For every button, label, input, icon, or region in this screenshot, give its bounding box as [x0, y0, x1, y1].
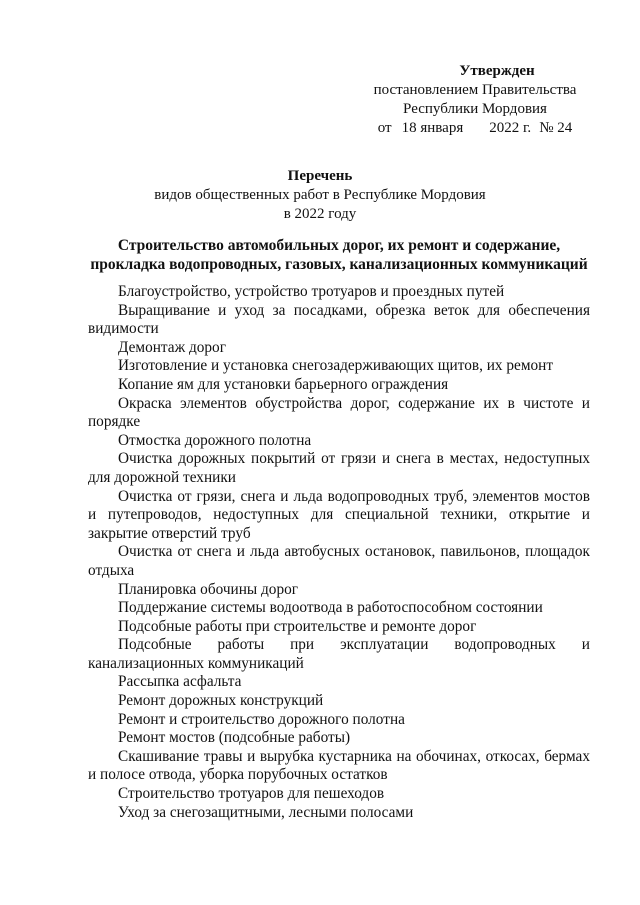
list-item: Рассыпка асфальта — [118, 673, 242, 691]
approval-number: № 24 — [539, 120, 573, 136]
approval-year: 2022 г. — [489, 120, 532, 136]
list-item: Выращивание и уход за посадками, обрезка веток для обеспечения видимости — [88, 301, 590, 338]
list-item: Планировка обочины дорог — [118, 580, 299, 598]
list-item: Благоустройство, устройство тротуаров и проездных путей — [118, 283, 505, 300]
list-item: Подсобные работы при строительстве и ремонте дорог — [118, 617, 477, 635]
list-item: Ремонт мостов (подсобные работы) — [118, 729, 351, 747]
section-title: Строительство автомобильных дорог, их ремонт и содержание, прокладка водопроводных, газовых, канализационных коммуникаций — [90, 237, 588, 273]
list-item: Изготовление и установка снегозадерживающих щитов, их ремонт — [118, 357, 554, 375]
approval-date-value: 18 января — [401, 120, 464, 136]
list-item: Демонтаж дорог — [118, 338, 226, 356]
document-subtitle-1: видов общественных работ в Республике Мордовия — [154, 187, 486, 203]
list-item: Очистка от грязи, снега и льда водопроводных труб, элементов мостов и путепроводов, недоступных для специальной техники, открытие и закрытие отверстий труб — [88, 487, 590, 542]
list-item: Строительство тротуаров для пешеходов — [118, 785, 385, 803]
list-item: Окраска элементов обустройства дорог, содержание их в чистоте и порядке — [88, 394, 590, 431]
document-subtitle-2: в 2022 году — [283, 206, 357, 222]
list-item: Копание ям для установки барьерного ограждения — [118, 375, 449, 393]
list-item: Скашивание травы и вырубка кустарника на обочинах, откосах, бермах и полосе отвода, уборка порубочных остатков — [88, 747, 590, 784]
approval-title: Утвержден — [459, 63, 535, 79]
approval-date-prefix: от — [377, 120, 392, 136]
list-item: Уход за снегозащитными, лесными полосами — [118, 803, 414, 821]
list-item: Поддержание системы водоотвода в работоспособном состоянии — [118, 599, 543, 617]
approval-line-1: постановлением Правительства — [373, 82, 577, 98]
list-item: Ремонт и строительство дорожного полотна — [118, 710, 405, 728]
list-item: Отмостка дорожного полотна — [118, 431, 312, 449]
document-heading — [60, 167, 580, 224]
list-item: Подсобные работы при эксплуатации водопроводных и канализационных коммуникаций — [88, 636, 590, 672]
list-item: Очистка дорожных покрытий от грязи и снега в местах, недоступных для дорожной техники — [88, 450, 590, 486]
approval-date-line — [340, 119, 610, 138]
works-list — [88, 283, 590, 822]
approval-block — [340, 62, 610, 138]
approval-line-2: Республики Мордовия — [403, 101, 547, 117]
list-item: Ремонт дорожных конструкций — [118, 692, 324, 710]
list-item: Очистка от снега и льда автобусных остановок, павильонов, площадок отдыха — [88, 543, 590, 579]
document-title: Перечень — [287, 168, 353, 184]
